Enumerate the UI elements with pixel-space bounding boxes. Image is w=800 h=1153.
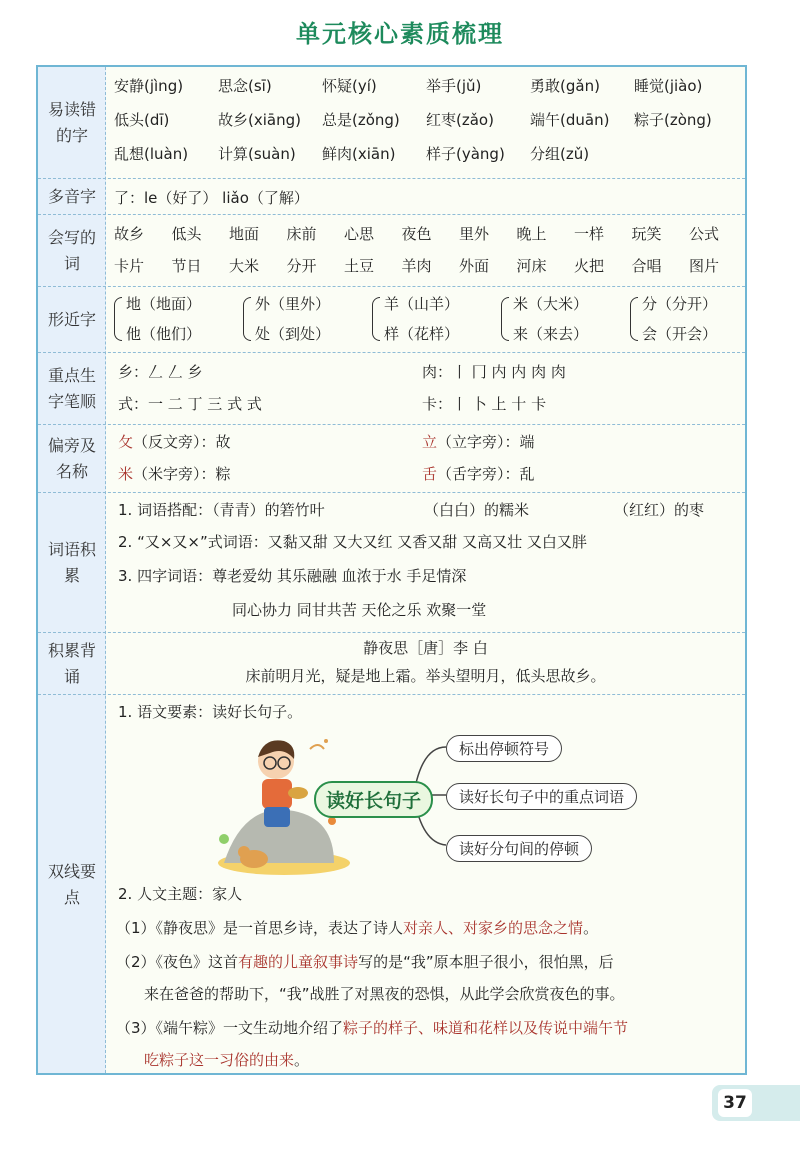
row-easy-misread	[38, 67, 745, 179]
page-title: 单元核心素质梳理	[296, 20, 504, 48]
misread-word: 样子(yàng)	[426, 145, 505, 163]
misread-word: 总是(zǒng)	[322, 111, 400, 129]
poem-text: 床前明月光，疑是地上霜。举头望明月，低头思故乡。	[245, 667, 606, 685]
radical-item: 舌（舌字旁）：乱	[422, 465, 535, 483]
similar-char-pair	[630, 293, 750, 349]
vocab-line-3: 3. 四字词语：尊老爱幼 其乐融融 血浓于水 手足情深	[118, 567, 467, 585]
brace-mark	[501, 297, 509, 341]
row-label-write-words: 会写的词	[47, 227, 96, 273]
misread-word: 鲜肉(xiān)	[322, 145, 396, 163]
vocab-line-1: 1. 词语搭配：（青青）的箬竹叶	[118, 501, 325, 519]
row-label-stroke-order: 重点生字笔顺	[47, 365, 96, 411]
write-word: 公式	[689, 225, 720, 243]
write-word: 节日	[171, 257, 202, 275]
misread-word: 安静(jìng)	[114, 77, 184, 95]
theme-item-2-line2: 来在爸爸的帮助下，“我”战胜了对黑夜的恐惧，从此学会欣赏夜色的事。	[144, 985, 625, 1003]
misread-word: 粽子(zòng)	[634, 111, 712, 129]
write-word: 玩笑	[631, 225, 662, 243]
similar-char: 米（大米）	[513, 295, 589, 313]
page-number-tab	[712, 1085, 800, 1121]
similar-char: 地（地面）	[126, 295, 202, 313]
row-write-words	[38, 215, 745, 287]
write-word: 床前	[286, 225, 317, 243]
similar-char-pair	[243, 293, 363, 349]
misread-word: 红枣(zǎo)	[426, 111, 494, 129]
vocab-line-4: 同心协力 同甘共苦 天伦之乐 欢聚一堂	[232, 601, 487, 619]
theme-item-3: （3）《端午粽》一文生动地介绍了粽子的样子、味道和花样以及传说中端午节	[116, 1019, 629, 1037]
theme-item-2: （2）《夜色》这首有趣的儿童叙事诗写的是“我”原本胆子很小，很怕黑，后	[116, 953, 614, 971]
misread-word: 勇敢(gǎn)	[530, 77, 600, 95]
row-label-polyphonic: 多音字	[47, 186, 96, 206]
row-radicals	[38, 425, 745, 493]
similar-chars	[114, 287, 737, 352]
similar-char: 他（他们）	[126, 325, 202, 343]
row-label-similar-chars: 形近字	[47, 309, 96, 329]
write-word: 里外	[459, 225, 490, 243]
misread-word: 端午(duān)	[530, 111, 610, 129]
brace-mark	[114, 297, 122, 341]
stroke-item: 肉：丨 冂 内 内 肉 肉	[422, 363, 566, 381]
vocab-line-1c: （红红）的枣	[614, 501, 705, 519]
similar-char: 来（来去）	[513, 325, 589, 343]
write-word: 夜色	[401, 225, 432, 243]
write-word: 晚上	[516, 225, 547, 243]
similar-char: 会（开会）	[642, 325, 718, 343]
write-word: 合唱	[631, 257, 662, 275]
theme-item-3-line2: 吃粽子这一习俗的由来。	[144, 1051, 310, 1069]
row-label-key-points: 双线要点	[47, 862, 96, 907]
radical-item: 攵（反文旁）：故	[118, 433, 231, 451]
write-word: 图片	[689, 257, 720, 275]
mind-map-branch: 读好长句子中的重点词语	[446, 783, 637, 810]
similar-char-pair	[114, 293, 234, 349]
key-point-1: 1. 语文要素：读好长句子。	[118, 703, 303, 721]
radical-item: 立（立字旁）：端	[422, 433, 535, 451]
stroke-item: 卡：丨 卜 上 十 卡	[422, 395, 547, 413]
misread-word: 低头(dī)	[114, 111, 170, 129]
write-word: 大米	[229, 257, 260, 275]
write-word: 火把	[574, 257, 605, 275]
vocab	[114, 493, 737, 632]
row-vocab	[38, 493, 745, 633]
stroke-item: 式：一 二 丁 三 式 式	[118, 395, 262, 413]
row-polyphonic	[38, 179, 745, 215]
polyphonic-line: 了：le（好了） liǎo（了解）	[114, 189, 309, 207]
mind-map-branch: 读好分句间的停顿	[446, 835, 592, 862]
similar-char-pair	[501, 293, 621, 349]
row-similar-chars	[38, 287, 745, 353]
row-label-vocab: 词语积累	[47, 539, 96, 585]
write-word: 外面	[459, 257, 490, 275]
page-number: 37	[718, 1089, 752, 1117]
mind-map-center: 读好长句子	[314, 781, 433, 818]
write-word: 土豆	[344, 257, 375, 275]
misread-word: 思念(sī)	[218, 77, 272, 95]
summary-table	[36, 65, 747, 1075]
write-word: 故乡	[114, 225, 145, 243]
misread-word: 睡觉(jiào)	[634, 77, 703, 95]
stroke-order	[114, 353, 737, 424]
row-label-radicals: 偏旁及名称	[47, 435, 96, 481]
similar-char: 外（里外）	[255, 295, 331, 313]
row-label-recite: 积累背诵	[47, 640, 96, 686]
vocab-line-2: 2. “又×又×”式词语：又黏又甜 又大又红 又香又甜 又高又壮 又白又胖	[118, 533, 587, 551]
brace-mark	[630, 297, 638, 341]
poem-title: 静夜思［唐］李 白	[363, 639, 488, 657]
misread-words	[114, 67, 737, 178]
write-word: 分开	[286, 257, 317, 275]
similar-char: 羊（山羊）	[384, 295, 460, 313]
key-points	[114, 695, 737, 1075]
write-word: 羊肉	[401, 257, 432, 275]
row-recite	[38, 633, 745, 695]
stroke-item: 乡：𠃋 𠃋 乡	[118, 363, 203, 381]
write-word: 地面	[229, 225, 260, 243]
similar-char-pair	[372, 293, 492, 349]
write-word: 心思	[344, 225, 375, 243]
misread-word: 举手(jǔ)	[426, 77, 482, 95]
write-words	[114, 215, 737, 286]
theme-item-1: （1）《静夜思》是一首思乡诗，表达了诗人对亲人、对家乡的思念之情。	[116, 919, 599, 937]
misread-word: 故乡(xiāng)	[218, 111, 301, 129]
recite	[114, 633, 737, 694]
row-stroke-order	[38, 353, 745, 425]
misread-word: 分组(zǔ)	[530, 145, 590, 163]
misread-word: 乱想(luàn)	[114, 145, 189, 163]
mind-map-branch: 标出停顿符号	[446, 735, 562, 762]
brace-mark	[372, 297, 380, 341]
write-word: 卡片	[114, 257, 145, 275]
radical-item: 米（米字旁）：粽	[118, 465, 231, 483]
write-word: 低头	[171, 225, 202, 243]
similar-char: 分（分开）	[642, 295, 718, 313]
similar-char: 处（到处）	[255, 325, 331, 343]
vocab-line-1b: （白白）的糯米	[424, 501, 530, 519]
brace-mark	[243, 297, 251, 341]
similar-char: 样（花样）	[384, 325, 460, 343]
misread-word: 怀疑(yí)	[322, 77, 377, 95]
polyphonic-text	[114, 179, 737, 214]
key-point-2: 2. 人文主题：家人	[118, 885, 243, 903]
row-label-easy-misread: 易读错的字	[47, 99, 96, 145]
radicals	[114, 425, 737, 492]
row-key-points	[38, 695, 745, 1075]
write-word: 一样	[574, 225, 605, 243]
misread-word: 计算(suàn)	[218, 145, 296, 163]
write-word: 河床	[516, 257, 547, 275]
